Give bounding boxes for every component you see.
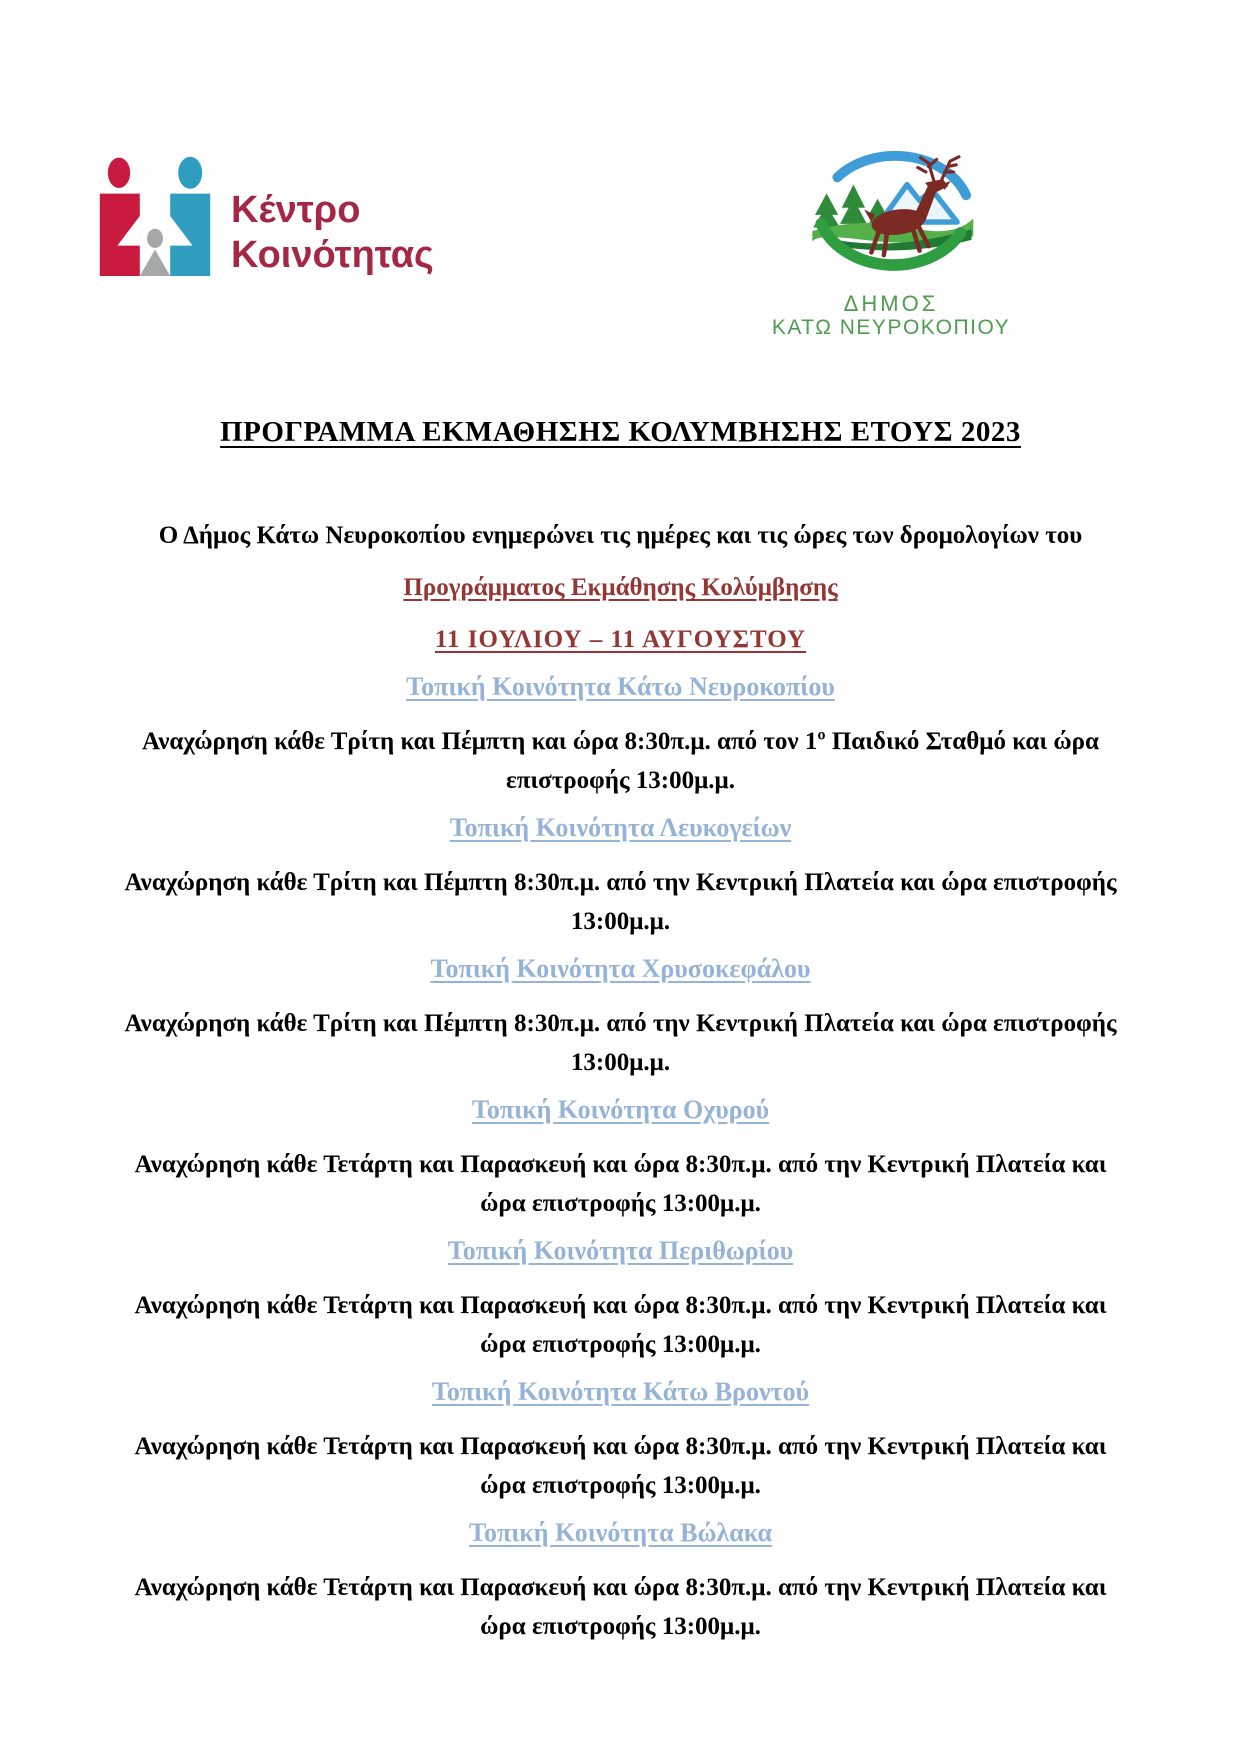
community-heading: Τοπική Κοινότητα Κάτω Νευροκοπίου — [406, 672, 835, 702]
intro-paragraph: Ο Δήμος Κάτω Νευροκοπίου ενημερώνει τις ημέρες και τις ώρες των δρομολογίων του — [158, 522, 1083, 550]
schedule-text: Αναχώρηση κάθε Τετάρτη και Παρασκευή και ώρα 8:30π.μ. από την Κεντρική Πλατεία και ώρα επιστροφής 13:00μ.μ. — [134, 1151, 1107, 1218]
schedule-text: Αναχώρηση κάθε Τετάρτη και Παρασκευή και ώρα 8:30π.μ. από την Κεντρική Πλατεία και ώρα επιστροφής 13:00μ.μ. — [134, 1292, 1107, 1359]
schedule-text: Αναχώρηση κάθε Τετάρτη και Παρασκευή και ώρα 8:30π.μ. από την Κεντρική Πλατεία και ώρα επιστροφής 13:00μ.μ. — [134, 1433, 1107, 1500]
document-body — [0, 412, 1241, 1646]
community-center-logo — [95, 152, 434, 280]
community-section — [113, 1090, 1128, 1223]
community-section — [113, 667, 1128, 800]
date-range-line — [113, 620, 1128, 659]
program-name-line — [113, 568, 1128, 607]
municipality-logo-text — [772, 292, 1010, 340]
community-section — [113, 1231, 1128, 1364]
schedule-text: Αναχώρηση κάθε Τρίτη και Πέμπτη 8:30π.μ. από την Κεντρική Πλατεία και ώρα επιστροφής 13:00μ.μ. — [124, 869, 1117, 936]
community-heading: Τοπική Κοινότητα Οχυρού — [471, 1095, 770, 1125]
date-range-text: 11 ΙΟΥΛΙΟΥ – 11 ΑΥΓΟΥΣΤΟΥ — [434, 626, 807, 654]
community-center-logo-line2: Κοινότητας — [231, 234, 434, 277]
community-section — [113, 949, 1128, 1082]
community-center-logo-text — [231, 188, 434, 280]
community-section — [113, 808, 1128, 941]
community-center-logo-line1: Κέντρο — [231, 189, 361, 232]
schedule-text: Αναχώρηση κάθε Τετάρτη και Παρασκευή και ώρα 8:30π.μ. από την Κεντρική Πλατεία και ώρα επιστροφής 13:00μ.μ. — [134, 1574, 1107, 1641]
family-figures-icon — [95, 152, 215, 280]
page-title — [113, 412, 1128, 452]
community-heading: Τοπική Κοινότητα Βώλακα — [469, 1518, 772, 1548]
community-section — [113, 1372, 1128, 1505]
schedule-text: Αναχώρηση κάθε Τρίτη και Πέμπτη 8:30π.μ. από την Κεντρική Πλατεία και ώρα επιστροφής 13:00μ.μ. — [124, 1010, 1117, 1077]
municipality-logo — [766, 138, 1016, 340]
schedule-text: Αναχώρηση κάθε Τρίτη και Πέμπτη και ώρα 8:30π.μ. από τον 1º Παιδικό Σταθμό και ώρα επιστροφής 13:00μ.μ. — [142, 728, 1099, 795]
community-heading: Τοπική Κοινότητα Κάτω Βροντού — [431, 1377, 810, 1407]
community-heading: Τοπική Κοινότητα Περιθωρίου — [447, 1236, 794, 1266]
page-title-text: ΠΡΟΓΡΑΜΜΑ ΕΚΜΑΘΗΣΗΣ ΚΟΛΥΜΒΗΣΗΣ ΕΤΟΥΣ 2023 — [220, 416, 1021, 449]
community-heading: Τοπική Κοινότητα Λευκογείων — [449, 813, 792, 843]
municipality-emblem-icon — [796, 138, 986, 290]
community-heading: Τοπική Κοινότητα Χρυσοκεφάλου — [430, 954, 811, 984]
municipality-logo-line2: ΚΑΤΩ ΝΕΥΡΟΚΟΠΙΟΥ — [771, 316, 1011, 340]
program-name-text: Προγράμματος Εκμάθησης Κολύμβησης — [403, 574, 838, 602]
document-header — [0, 0, 1241, 340]
community-section — [113, 1513, 1128, 1646]
municipality-logo-line1: ΔΗΜΟΣ — [843, 291, 939, 316]
